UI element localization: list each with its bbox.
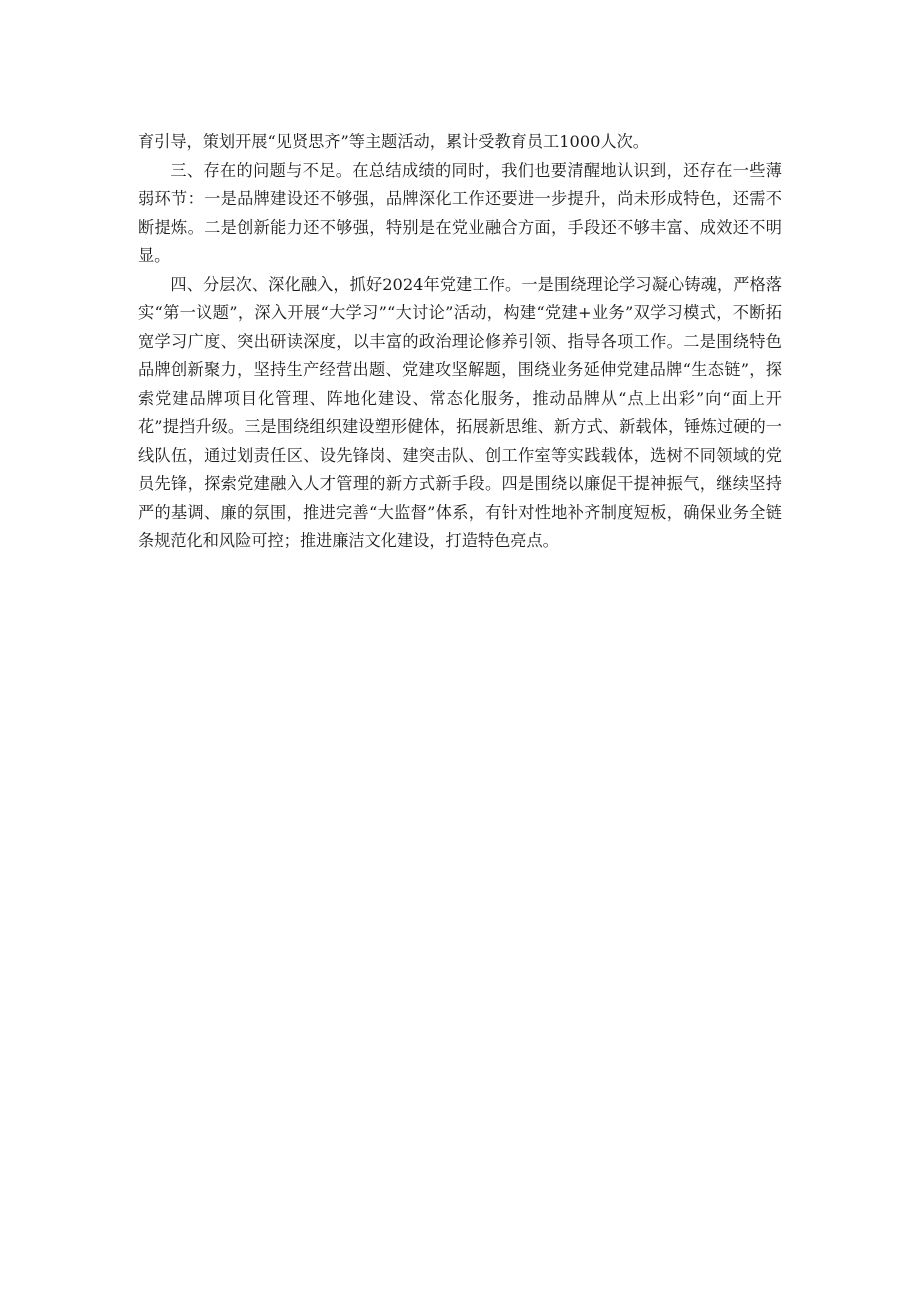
document-body (138, 128, 782, 556)
paragraph-problems-and-shortcomings: 三、存在的问题与不足。在总结成绩的同时，我们也要清醒地认识到，还存在一些薄弱环节：一是品牌建设还不够强，品牌深化工作还要进一步提升，尚未形成特色，还需不断提炼。二是创新能力还不够强，特别是在党业融合方面，手段还不够丰富、成效还不明显。 (138, 160, 782, 265)
paragraph-2024-party-building-plan: 四、分层次、深化融入，抓好2024年党建工作。一是围绕理论学习凝心铸魂，严格落实“第一议题”，深入开展“大学习”“大讨论”活动，构建“党建+业务”双学习模式，不断拓宽学习广度、突出研读深度，以丰富的政治理论修养引领、指导各项工作。二是围绕特色品牌创新聚力，坚持生产经营出题、党建攻坚解题，围绕业务延伸党建品牌“生态链”，探索党建品牌项目化管理、阵地化建设、常态化服务，推动品牌从“点上出彩”向“面上开花”提挡升级。三是围绕组织建设塑形健体，拓展新思维、新方式、新载体，锤炼过硬的一线队伍，通过划责任区、设先锋岗、建突击队、创工作室等实践载体，选树不同领域的党员先锋，探索党建融入人才管理的新方式新手段。四是围绕以廉促干提神振气，继续坚持严的基调、廉的氛围，推进完善“大监督”体系，有针对性地补齐制度短板，确保业务全链条规范化和风险可控；推进廉洁文化建设，打造特色亮点。 (138, 274, 782, 550)
paragraph-continuation: 育引导，策划开展“见贤思齐”等主题活动，累计受教育员工1000人次。 (138, 132, 649, 151)
